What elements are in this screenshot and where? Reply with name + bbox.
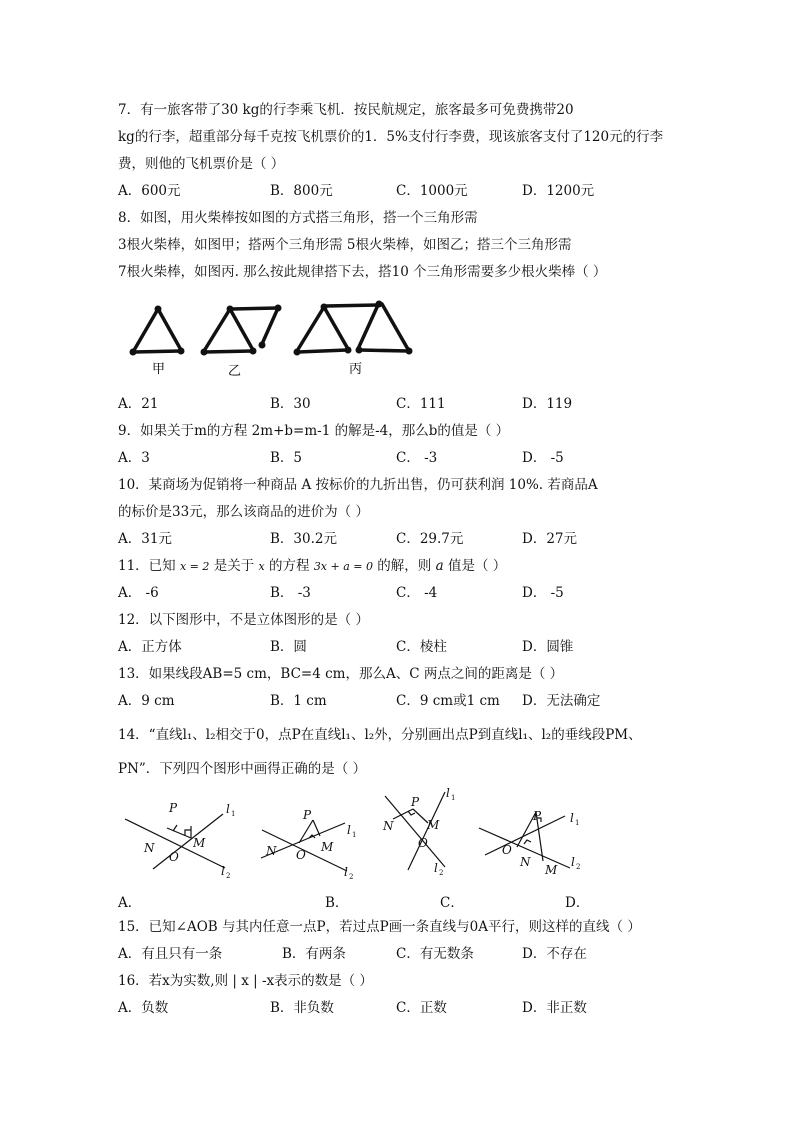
q11-option-a: A． -6: [118, 585, 159, 601]
q11-mid2: 的方程: [269, 558, 310, 574]
q11-suffix: 值是（ ）: [447, 558, 507, 574]
q10-option-b: B．30.2元: [270, 531, 337, 547]
q7-line1: 7．有一旅客带了30 kg的行李乘飞机．按民航规定，旅客最多可免费携带20: [118, 102, 574, 118]
q13-option-d: D．无法确定: [522, 693, 601, 709]
q14-option-c: C．: [440, 895, 464, 911]
q16-line1: 16．若x为实数,则 | x | -x表示的数是（ ）: [118, 973, 373, 989]
q13-options: [118, 692, 738, 710]
q15-line1: 15．已知∠AOB 与其内任意一点P，若过点P画一条直线与0A平行，则这样的直线（ ）: [118, 919, 641, 935]
fig-a-label-m: M: [193, 836, 206, 850]
q12-option-b: B．圆: [270, 639, 307, 655]
fig-d-label-o: O: [502, 843, 512, 857]
q11-line1: [118, 557, 506, 576]
fig-b-sub-1: 1: [352, 831, 357, 839]
fig-c-sub-2: 2: [439, 869, 444, 877]
q15-options: [118, 945, 738, 963]
fig-b-sub-2: 2: [349, 873, 354, 881]
q15-option-b: B．有两条: [282, 946, 346, 962]
fig-a-sub-2: 2: [226, 872, 231, 880]
q8-options: [118, 395, 738, 413]
fig-b-label-l2: l: [344, 865, 348, 879]
q13-option-c: C．9 cm或1 cm: [396, 693, 500, 709]
q11-prefix: 11．已知: [118, 558, 176, 574]
q10-options: [118, 530, 738, 548]
q14-line2: PN”．下列四个图形中画得正确的是（ ）: [118, 761, 367, 777]
fig-b-label-n: N: [266, 844, 277, 858]
q10-option-c: C．29.7元: [396, 531, 464, 547]
q13-line1: 13．如果线段AB=5 cm，BC=4 cm，那么A、C 两点之间的距离是（ ）: [118, 666, 564, 682]
q9-option-d: D． -5: [522, 450, 564, 466]
q7-option-d: D．1200元: [522, 183, 595, 199]
q8-option-a: A．21: [118, 396, 159, 412]
fig-a-label-l2: l: [221, 864, 225, 878]
q10-option-a: A．31元: [118, 531, 172, 547]
q7-option-c: C．1000元: [396, 183, 468, 199]
fig-d-sub-2: 2: [576, 863, 581, 871]
q15-option-a: A．有且只有一条: [118, 946, 223, 962]
q16-option-d: D．非正数: [522, 1000, 587, 1016]
matchstick-triangle-3: [294, 301, 413, 356]
fig-b-label-p: P: [303, 808, 312, 822]
q7-option-b: B．800元: [270, 183, 333, 199]
q9-option-a: A．3: [118, 450, 150, 466]
fig-d-label-m: M: [545, 863, 558, 877]
q11-eq1: x = 2: [179, 560, 210, 573]
q16-option-c: C．正数: [396, 1000, 447, 1016]
q16-options: [118, 999, 738, 1017]
q11-var: x: [258, 560, 265, 573]
fig-c-label-n: N: [383, 819, 394, 833]
q8-line1: 8．如图，用火柴棒按如图的方式搭三角形，搭一个三角形需: [118, 210, 478, 226]
fig-c-label-l1: l: [446, 786, 450, 800]
q9-options: [118, 449, 738, 467]
q11-options: [118, 584, 738, 602]
fig-c-sub-1: 1: [451, 794, 456, 802]
q12-option-a: A．正方体: [118, 639, 182, 655]
q12-option-c: C．棱柱: [396, 639, 447, 655]
fig-label-bing: 丙: [349, 362, 363, 377]
q14-line1: 14．“直线l₁、l₂相交于0，点P在直线l₁、l₂外，分别画出点P到直线l₁、l₂的垂线段PM、: [118, 727, 642, 743]
fig-label-jia: 甲: [152, 362, 166, 377]
q9-line1: 9．如果关于m的方程 2m+b=m-1 的解是-4，那么b的值是（ ）: [118, 423, 510, 439]
q9-option-c: C． -3: [396, 450, 438, 466]
q11-var2: a: [435, 558, 444, 574]
fig-c-label-p: P: [411, 795, 420, 809]
q8-line3: 7根火柴棒，如图丙. 那么按此规律搭下去，搭10 个三角形需要多少根火柴棒（ ）: [118, 264, 607, 280]
q11-option-c: C． -4: [396, 585, 438, 601]
q7-options: [118, 182, 738, 200]
q14-option-d: D．: [565, 895, 590, 911]
q13-option-a: A．9 cm: [118, 693, 175, 709]
q7-line3: 费，则他的飞机票价是（ ）: [118, 156, 285, 172]
q12-option-d: D．圆锥: [522, 639, 574, 655]
q11-option-b: B． -3: [270, 585, 311, 601]
fig-a-label-p: P: [169, 801, 178, 815]
q13-option-b: B．1 cm: [270, 693, 327, 709]
q8-option-b: B．30: [270, 396, 311, 412]
q9-option-b: B．5: [270, 450, 303, 466]
fig-d-sub-1: 1: [575, 819, 580, 827]
q16-option-a: A．负数: [118, 1000, 169, 1016]
q7-option-a: A．600元: [118, 183, 181, 199]
q11-mid: 是关于: [213, 558, 255, 574]
fig-c-label-m: M: [427, 818, 440, 832]
q10-line2: 的标价是33元，那么该商品的进价为（ ）: [118, 504, 369, 520]
q14-option-b: B．: [325, 895, 349, 911]
q10-line1: 10．某商场为促销将一种商品 A 按标价的九折出售，仍可获利润 10%. 若商品A: [118, 477, 598, 493]
fig-a-label-l1: l: [226, 802, 230, 816]
fig-c-label-o: O: [418, 836, 428, 850]
matchstick-triangle-1: [130, 306, 185, 356]
fig-b-label-o: O: [296, 848, 306, 862]
fig-c-label-l2: l: [434, 861, 438, 875]
fig-a-label-o: O: [169, 850, 179, 864]
fig-label-yi: 乙: [228, 364, 242, 379]
q12-options: [118, 638, 738, 656]
q15-option-d: D．不存在: [522, 946, 587, 962]
fig-d-label-l2: l: [571, 855, 575, 869]
fig-a-label-n: N: [144, 841, 155, 855]
q7-line2: kg的行李，超重部分每千克按飞机票价的1．5%支付行李费，现该旅客支付了120元的行李: [118, 129, 664, 145]
fig-a-sub-1: 1: [231, 810, 236, 818]
q15-option-c: C．有无数条: [396, 946, 474, 962]
matchstick-triangle-2: [201, 305, 282, 356]
q14-option-a: A．: [118, 895, 142, 911]
q11-option-d: D． -5: [522, 585, 564, 601]
q11-mid3: 的解，则: [377, 558, 432, 574]
q16-option-b: B．非负数: [270, 1000, 334, 1016]
fig-b-label-m: M: [321, 840, 334, 854]
fig-d-label-n: N: [520, 855, 531, 869]
q8-line2: 3根火柴棒，如图甲；搭两个三角形需 5根火柴棒，如图乙；搭三个三角形需: [118, 237, 572, 253]
matchstick-figure: [120, 295, 430, 380]
perpendicular-figures: [115, 785, 615, 885]
fig-d-label-p: P: [533, 809, 542, 823]
q8-option-d: D．119: [522, 396, 573, 412]
q8-option-c: C．111: [396, 396, 446, 412]
q10-option-d: D．27元: [522, 531, 578, 547]
fig-b-label-l1: l: [347, 823, 351, 837]
q11-eq2: 3x + a = 0: [313, 560, 373, 573]
q12-line1: 12．以下图形中，不是立体图形的是（ ）: [118, 612, 369, 628]
fig-d-label-l1: l: [570, 811, 574, 825]
